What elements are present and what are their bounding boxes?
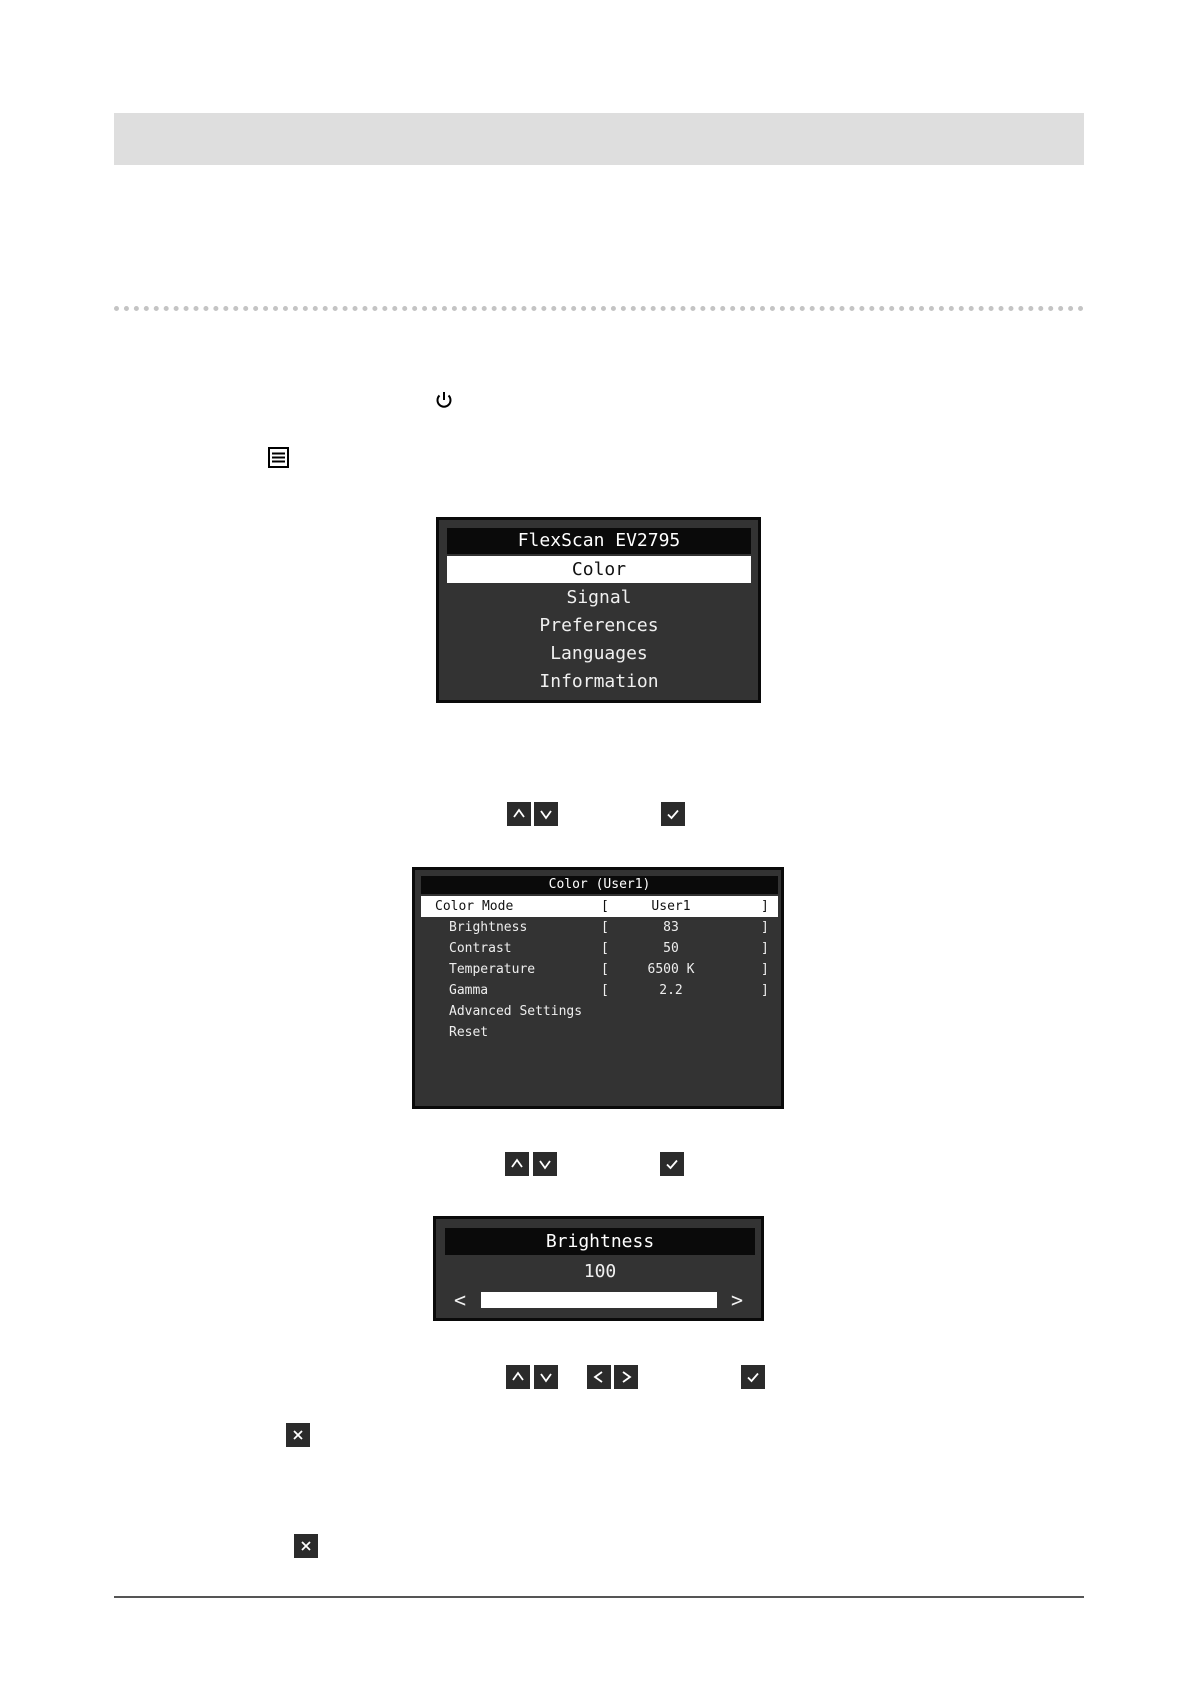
bracket-close: ]: [761, 983, 769, 998]
footer-divider: [114, 1596, 1084, 1598]
menu-item-color[interactable]: Color: [447, 556, 751, 583]
bracket-open: [: [601, 962, 609, 977]
brightness-slider-fill: [481, 1292, 717, 1308]
row-value: 6500 K: [647, 962, 695, 977]
down-arrow-icon: [534, 1365, 558, 1389]
osd-color-menu-title: Color (User1): [421, 876, 778, 894]
up-arrow-icon: [505, 1152, 529, 1176]
bracket-close: ]: [761, 899, 769, 914]
bracket-close: ]: [761, 920, 769, 935]
checkmark-icon: [661, 802, 685, 826]
row-value: 2.2: [659, 983, 683, 998]
color-row-gamma[interactable]: [421, 980, 778, 1001]
osd-color-menu: [412, 867, 784, 1109]
brightness-dialog-title: Brightness: [445, 1228, 755, 1255]
bracket-open: [: [601, 899, 609, 914]
row-value: User1: [651, 899, 691, 914]
down-arrow-icon: [534, 802, 558, 826]
osd-main-menu: [436, 517, 761, 703]
color-row-reset[interactable]: [421, 1022, 778, 1043]
row-label: Temperature: [449, 962, 536, 977]
color-row-advanced-settings[interactable]: [421, 1001, 778, 1022]
row-value: 50: [663, 941, 679, 956]
up-arrow-icon: [506, 1365, 530, 1389]
row-label: Advanced Settings: [449, 1004, 583, 1019]
menu-item-languages[interactable]: Languages: [550, 643, 648, 664]
close-icon: [286, 1423, 310, 1447]
bracket-close: ]: [761, 962, 769, 977]
row-label: Reset: [449, 1025, 489, 1040]
row-label: Color Mode: [435, 899, 514, 914]
power-icon: [433, 389, 455, 411]
dotted-divider: [114, 306, 1084, 311]
osd-main-menu-title: FlexScan EV2795: [447, 528, 751, 554]
up-arrow-icon: [507, 802, 531, 826]
color-row-color-mode[interactable]: [421, 896, 778, 917]
checkmark-icon: [741, 1365, 765, 1389]
row-label: Contrast: [449, 941, 512, 956]
osd-brightness-dialog: [433, 1216, 764, 1321]
bracket-close: ]: [761, 941, 769, 956]
menu-icon: [268, 447, 289, 468]
section-header-band: [114, 113, 1084, 165]
down-arrow-icon: [533, 1152, 557, 1176]
color-row-contrast[interactable]: [421, 938, 778, 959]
menu-item-information[interactable]: Information: [539, 671, 659, 692]
checkmark-icon: [660, 1152, 684, 1176]
row-value: 83: [663, 920, 679, 935]
color-row-brightness[interactable]: [421, 917, 778, 938]
row-label: Gamma: [449, 983, 489, 998]
left-arrow-icon[interactable]: <: [454, 1288, 467, 1312]
left-arrow-icon: [587, 1365, 611, 1389]
menu-item-signal[interactable]: Signal: [566, 587, 632, 608]
close-icon: [294, 1534, 318, 1558]
bracket-open: [: [601, 941, 609, 956]
bracket-open: [: [601, 983, 609, 998]
right-arrow-icon: [614, 1365, 638, 1389]
bracket-open: [: [601, 920, 609, 935]
color-row-temperature[interactable]: [421, 959, 778, 980]
menu-item-preferences[interactable]: Preferences: [539, 615, 659, 636]
right-arrow-icon[interactable]: >: [731, 1288, 744, 1312]
row-label: Brightness: [449, 920, 528, 935]
brightness-value: 100: [583, 1261, 617, 1282]
brightness-slider-track[interactable]: [481, 1292, 717, 1308]
